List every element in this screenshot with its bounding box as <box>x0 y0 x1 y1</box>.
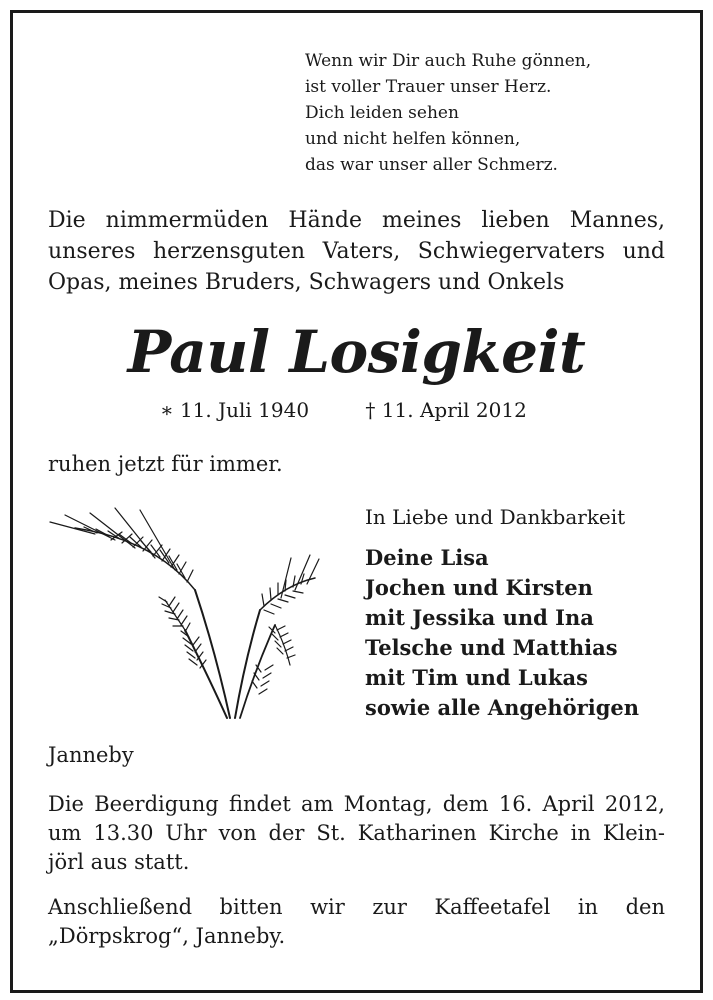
poem-line: Dich leiden sehen <box>305 103 459 123</box>
family-member: mit Jessika und Ina <box>365 605 594 630</box>
intro-line: unseres herzensguten Vaters, Schwiegervaters und <box>48 239 665 264</box>
intro-line: Opas, meines Bruders, Schwagers und Onkels <box>48 270 565 295</box>
burial-line: um 13.30 Uhr von der St. Katharinen Kirche in Klein- <box>48 821 665 845</box>
poem-line: ist voller Trauer unser Herz. <box>305 77 552 97</box>
death-date: † 11. April 2012 <box>365 398 527 422</box>
family-member: sowie alle Angehörigen <box>365 695 640 720</box>
life-dates <box>160 398 527 422</box>
reception-info <box>48 893 665 951</box>
deceased-name: Paul Losigkeit <box>127 318 586 386</box>
family-member: Telsche und Matthias <box>365 635 618 660</box>
poem-line: Wenn wir Dir auch Ruhe gönnen, <box>305 51 592 71</box>
intro-line: Die nimmermüden Hände meines lieben Mannes, <box>48 208 665 233</box>
family-member: mit Tim und Lukas <box>365 665 588 690</box>
burial-line: jörl aus statt. <box>48 850 190 874</box>
family-member: Deine Lisa <box>365 545 489 570</box>
reception-line: „Dörpskrog“, Janneby. <box>48 924 286 948</box>
family-member: Jochen und Kirsten <box>365 575 593 600</box>
intro-text <box>48 205 665 298</box>
poem-line: und nicht helfen können, <box>305 129 521 149</box>
birth-date: ∗ 11. Juli 1940 <box>160 398 310 422</box>
reception-line: Anschließend bitten wir zur Kaffeetafel in den <box>48 895 665 919</box>
wheat-illustration <box>45 500 325 725</box>
place-name: Janneby <box>48 743 134 767</box>
burial-line: Die Beerdigung findet am Montag, dem 16. April 2012, <box>48 792 665 816</box>
rest-text: ruhen jetzt für immer. <box>48 452 283 476</box>
poem <box>305 48 591 178</box>
burial-info <box>48 790 665 877</box>
family-list <box>365 543 639 723</box>
poem-line: das war unser aller Schmerz. <box>305 155 558 175</box>
thanks-line: In Liebe und Dankbarkeit <box>365 505 626 529</box>
